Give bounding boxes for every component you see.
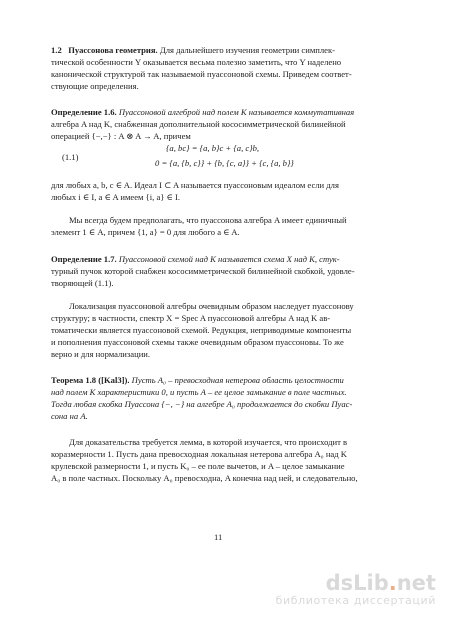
paragraph-line: Локализация пуассоновой алгебры очевидным образом наследует пуассонову [69, 301, 354, 311]
definition-text-line: алгебра A над K, снабженная дополнительной кососимметрической билинейной [51, 119, 346, 129]
paragraph-line: структуру; в частности, спектр X = Spec A пуассоновой алгебры A над K ав- [51, 313, 331, 323]
section-title: Пуассонова геометрия. [68, 45, 158, 55]
definition-label: Определение 1.7. [51, 254, 117, 264]
paragraph-line: элемент 1 ∈ A, причем {1, a} = 0 для любого a ∈ A. [51, 227, 240, 237]
definition-1-6-first-line [51, 107, 354, 117]
equation-line-2: 0 = {a, {b, c}} + {b, {c, a}} + {c, {a, b}} [155, 158, 294, 168]
section-text-line: Для дальнейшего изучения геометрии симплек- [159, 45, 336, 55]
paragraph-line: и пополнения пуассоновой схемы также очевидным образом пуассоновы. То же [51, 337, 344, 347]
equation-number: (1.1) [62, 152, 79, 162]
paragraph-line: коразмерности 1. Пусть дана превосходная локальная нетерова алгебра A₀ над K [51, 449, 347, 459]
paragraph-line: Для доказательства требуется лемма, в которой изучается, что происходит в [69, 437, 348, 447]
section-text-line: тической особенности Y оказывается весьма полезно заметить, что Y наделено [51, 57, 342, 67]
watermark [275, 571, 436, 608]
page-number: 11 [214, 532, 223, 542]
definition-text-line: творяющей (1.1). [51, 278, 114, 288]
section-text-line: ствующие определения. [51, 81, 139, 91]
theorem-text-line: над полем K характеристики 0, и пусть A – ее целое замыкание в поле частных. [51, 387, 347, 397]
paragraph-line: томатически является пуассоновой схемой. Редукция, неприводимые компоненты [51, 325, 352, 335]
definition-text-line: турный пучок которой снабжен кососимметрической билинейной скобкой, удовле- [51, 266, 355, 276]
paragraph-line: крулевской размерности 1, и пусть K₀ – ее поле вычетов, и A – целое замыкание [51, 461, 345, 471]
definition-text-line: для любых a, b, c ∈ A. Идеал I ⊂ A называется пуассоновым идеалом если для [51, 180, 339, 190]
theorem-1-8-first-line [51, 375, 344, 385]
paragraph-line: Мы всегда будем предполагать, что пуассонова алгебра A имеет единичный [69, 215, 347, 225]
section-heading-line [51, 45, 335, 55]
definition-text-line: любых i ∈ I, a ∈ A имеем {i, a} ∈ I. [51, 192, 181, 202]
watermark-subtitle: библиотека диссертаций [275, 594, 436, 607]
theorem-text: Пусть A₀ – превосходная нетерова область целостности [131, 375, 344, 385]
paragraph-line: верно и для нормализации. [51, 349, 151, 359]
theorem-text-line: сона на A. [51, 411, 88, 421]
definition-1-7-first-line [51, 254, 340, 264]
definition-label: Определение 1.6. [51, 107, 117, 117]
definition-text: Пуассоновой алгеброй над полем K называется коммутативная [118, 107, 355, 117]
paragraph-line: A₀ в поле частных. Поскольку A₀ превосходна, A конечна над ней, и следовательно, [51, 473, 358, 483]
watermark-logo: dsLib.net [325, 571, 436, 595]
definition-text-line: операцией {−,−} : A ⊗ A → A, причем [51, 131, 191, 141]
theorem-text-line: Тогда любая скобка Пуассона {−, −} на алгебре A₀ продолжается до скобки Пуас- [51, 399, 353, 409]
definition-text: Пуассоновой схемой над K называется схема X над K, стук- [118, 254, 340, 264]
theorem-label: Теорема 1.8 ([Kal3]). [51, 375, 130, 385]
section-number: 1.2 [51, 45, 62, 55]
section-text-line: канонической структурой так называемой пуассоновой схемы. Приведем соответ- [51, 69, 352, 79]
equation-line-1: {a, bc} = {a, b}c + {a, c}b, [166, 143, 260, 153]
